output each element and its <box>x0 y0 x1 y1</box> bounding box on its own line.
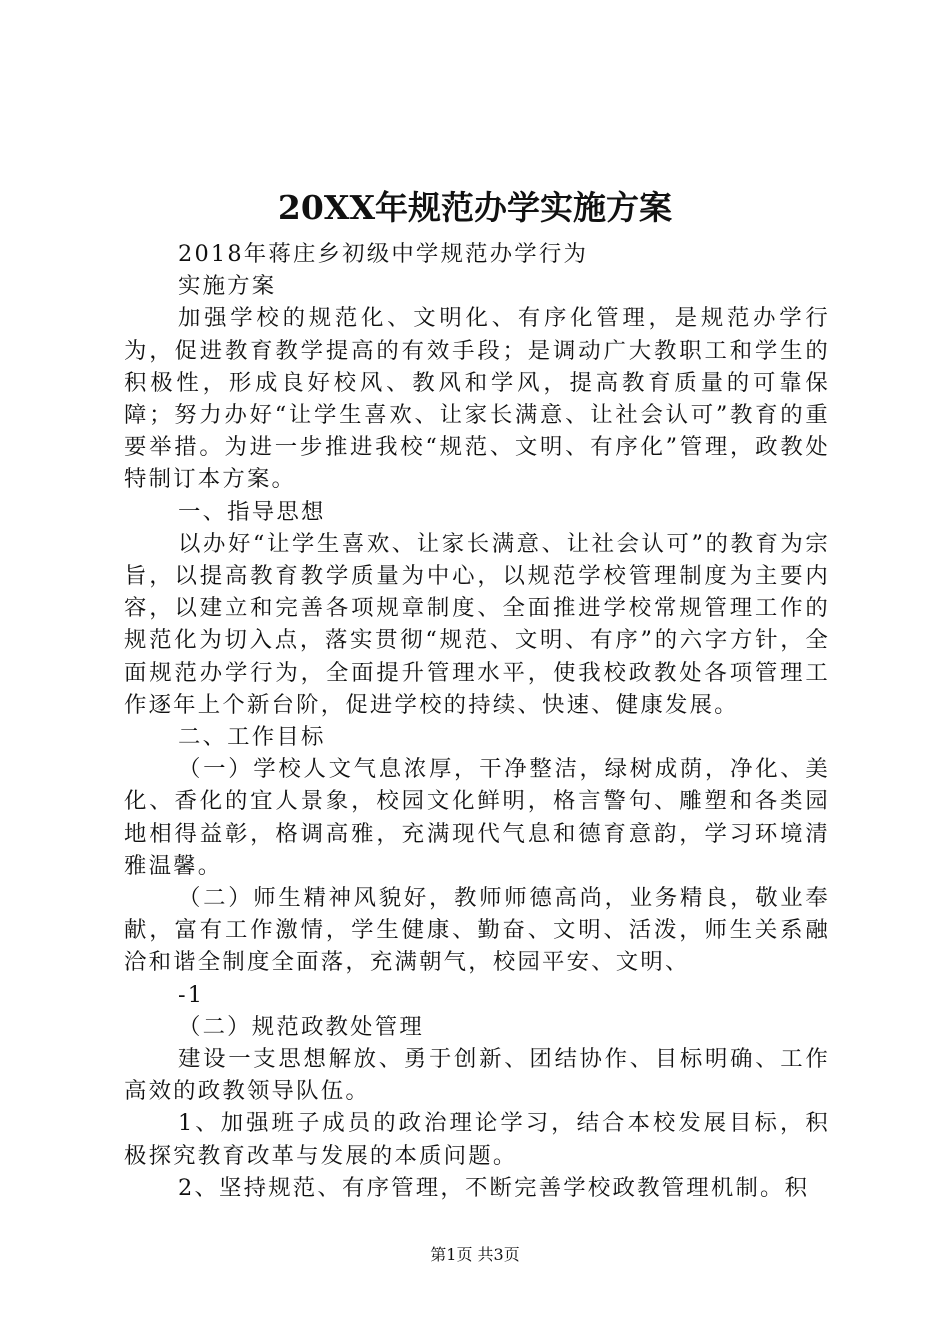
paragraph-guiding-ideology: 以办好“让学生喜欢、让家长满意、让社会认可”的教育为宗旨，以提高教育教学质量为中心，以规范学校管理制度为主要内容，以建立和完善各项规章制度、全面推进学校常规管理工作的规范化为切入点，落实贯彻“规范、文明、有序”的六字方针，全面规范办学行为，全面提升管理水平，使我校政教处各项管理工作逐年上个新台阶，促进学校的持续、快速、健康发展。 <box>124 530 830 718</box>
paragraph-intro: 加强学校的规范化、文明化、有序化管理，是规范办学行为，促进教育教学提高的有效手段；是调动广大教职工和学生的积极性，形成良好校风、教风和学风，提高教育质量的可靠保障；努力办好“让学生喜欢、让家长满意、让社会认可”教育的重要举措。为进一步推进我校“规范、文明、有序化”管理，政教处特制订本方案。 <box>124 305 830 493</box>
paragraph-item-one: 1、加强班子成员的政治理论学习，结合本校发展目标，积极探究教育改革与发展的本质问题。 <box>124 1110 830 1169</box>
paragraph-goal-two: （二）师生精神风貌好，教师师德高尚，业务精良，敬业奉献，富有工作激情，学生健康、勤奋、文明、活泼，师生关系融洽和谐全制度全面落，充满朝气，校园平安、文明、 <box>124 885 830 976</box>
paragraph-build-team: 建设一支思想解放、勇于创新、团结协作、目标明确、工作高效的政教领导队伍。 <box>124 1046 830 1105</box>
paragraph-item-two: 2、坚持规范、有序管理，不断完善学校政教管理机制。积 <box>178 1174 810 1201</box>
paragraph-school-name: 2018年蒋庄乡初级中学规范办学行为 <box>178 241 589 267</box>
document-body <box>124 238 830 1204</box>
document-title: 20XX年规范办学实施方案 <box>277 188 673 227</box>
paragraph-page-marker: -1 <box>178 981 205 1008</box>
heading-work-goals: 二、工作目标 <box>178 724 326 751</box>
page-footer: 第1页 共3页 <box>430 1245 520 1264</box>
heading-guiding-ideology: 一、指导思想 <box>178 498 326 525</box>
paragraph-goal-one: （一）学校人文气息浓厚，干净整洁，绿树成荫，净化、美化、香化的宜人景象，校园文化鲜明，格言警句、雕塑和各类园地相得益彰，格调高雅，充满现代气息和德育意韵，学习环境清雅温馨。 <box>124 756 830 879</box>
heading-standardize-office: （二）规范政教处管理 <box>178 1013 424 1040</box>
paragraph-subtitle: 实施方案 <box>178 273 277 300</box>
